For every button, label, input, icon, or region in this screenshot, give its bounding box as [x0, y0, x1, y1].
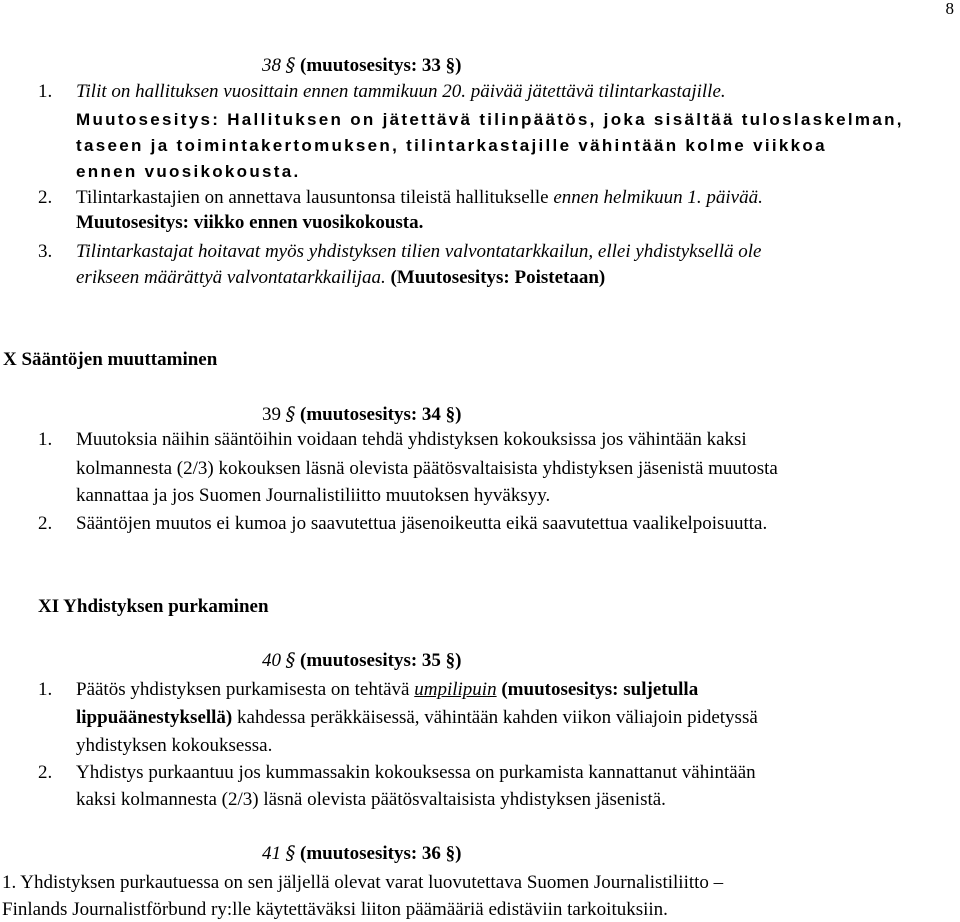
- amendment-ref-end: §): [445, 404, 462, 425]
- amendment-text: Muutosesitys: viikko ennen vuosikokousta.: [76, 212, 424, 233]
- item-number: 1.: [38, 679, 53, 700]
- rule-text: Muutoksia näihin sääntöihin voidaan tehdä yhdistyksen kokouksissa jos vähintään kaksi: [76, 429, 747, 450]
- section-number: 39: [262, 404, 281, 425]
- amendment-text: (muutosesitys: suljetulla: [496, 679, 699, 700]
- amendment-text: taseen ja toimintakertomuksen, tilintarkastajille vähintään kolme viikkoa: [76, 136, 827, 155]
- rule-text-part: kahdessa peräkkäisessä, vähintään kahden viikon väliajoin pidetyssä: [232, 707, 758, 728]
- amendment-text: (Muutosesitys: Poistetaan): [390, 267, 606, 288]
- amendment-text: ennen vuosikokousta.: [76, 162, 301, 181]
- rule-text: kolmannesta (2/3) kokouksen läsnä olevista päätösvaltaisista yhdistyksen jäsenistä muutosta: [76, 458, 778, 479]
- rule-text: [76, 708, 758, 727]
- rule-text: Tilintarkastajat hoitavat myös yhdistyksen tilien valvontatarkkailun, ellei yhdistyksellä ole: [76, 241, 762, 262]
- rule-text-italic: ennen helmikuun 1. päivää.: [553, 187, 763, 208]
- item-number: 2.: [38, 762, 53, 783]
- rule-text: Finlands Journalistförbund ry:lle käytettäväksi liiton päämääriä edistäviin tarkoituksiin.: [2, 899, 668, 920]
- rule-text: 1. Yhdistyksen purkautuessa on sen jäljellä olevat varat luovutettava Suomen Journalistiliitto –: [2, 872, 724, 893]
- section-38-title: [262, 56, 462, 75]
- rule-text: [76, 680, 698, 699]
- rule-text: Tilit on hallituksen vuosittain ennen tammikuun 20. päivää jätettävä tilintarkastajille.: [76, 81, 726, 102]
- section-number: 41: [262, 843, 281, 864]
- page-number: 8: [945, 0, 954, 18]
- item-number: 2.: [38, 513, 53, 534]
- amendment-ref-end: §): [445, 843, 462, 864]
- section-sign: §: [285, 54, 296, 76]
- item-number: 2.: [38, 187, 53, 208]
- rule-text: [76, 188, 763, 207]
- section-number: 40: [262, 650, 281, 671]
- rule-text-part: Tilintarkastajien on annettava lausuntonsa tileistä hallitukselle: [76, 187, 554, 208]
- chapter-heading: X Sääntöjen muuttaminen: [3, 349, 218, 370]
- chapter-heading: XI Yhdistyksen purkaminen: [38, 596, 269, 617]
- rule-text: Sääntöjen muutos ei kumoa jo saavutettua jäsenoikeutta eikä saavutettua vaalikelpoisuutta.: [76, 513, 768, 534]
- section-sign: §: [285, 842, 296, 864]
- item-number: 1.: [38, 81, 53, 102]
- section-40-title: [262, 651, 462, 670]
- amendment-ref: (muutosesitys: 36: [300, 843, 441, 864]
- item-number: 1.: [38, 429, 53, 450]
- section-number: 38: [262, 55, 281, 76]
- item-number: 3.: [38, 241, 53, 262]
- amendment-ref: (muutosesitys: 35: [300, 650, 441, 671]
- rule-text: kaksi kolmannesta (2/3) läsnä olevista päätösvaltaisista yhdistyksen jäsenistä.: [76, 789, 666, 810]
- amendment-ref: (muutosesitys: 33: [300, 55, 441, 76]
- section-41-title: [262, 844, 462, 863]
- rule-text-italic: umpilipuin: [414, 679, 497, 700]
- amendment-ref: (muutosesitys: 34: [300, 404, 441, 425]
- amendment-text: lippuäänestyksellä): [76, 707, 233, 728]
- amendment-ref-end: §): [445, 650, 462, 671]
- amendment-ref-end: §): [445, 55, 462, 76]
- rule-text: kannattaa ja jos Suomen Journalistiliitto muutoksen hyväksyy.: [76, 485, 551, 506]
- rule-text: Yhdistys purkaantuu jos kummassakin kokouksessa on purkamista kannattanut vähintään: [76, 762, 756, 783]
- rule-text-italic: erikseen määrättyä valvontatarkkailijaa.: [76, 267, 386, 288]
- section-sign: §: [285, 649, 296, 671]
- rule-text-part: Päätös yhdistyksen purkamisesta on tehtävä: [76, 679, 415, 700]
- amendment-text: Muutosesitys: Hallituksen on jätettävä tilinpäätös, joka sisältää tuloslaskelman,: [76, 110, 904, 129]
- rule-text: [76, 268, 605, 287]
- section-sign: §: [285, 403, 296, 425]
- rule-text: yhdistyksen kokouksessa.: [76, 735, 273, 756]
- section-39-title: [262, 405, 462, 424]
